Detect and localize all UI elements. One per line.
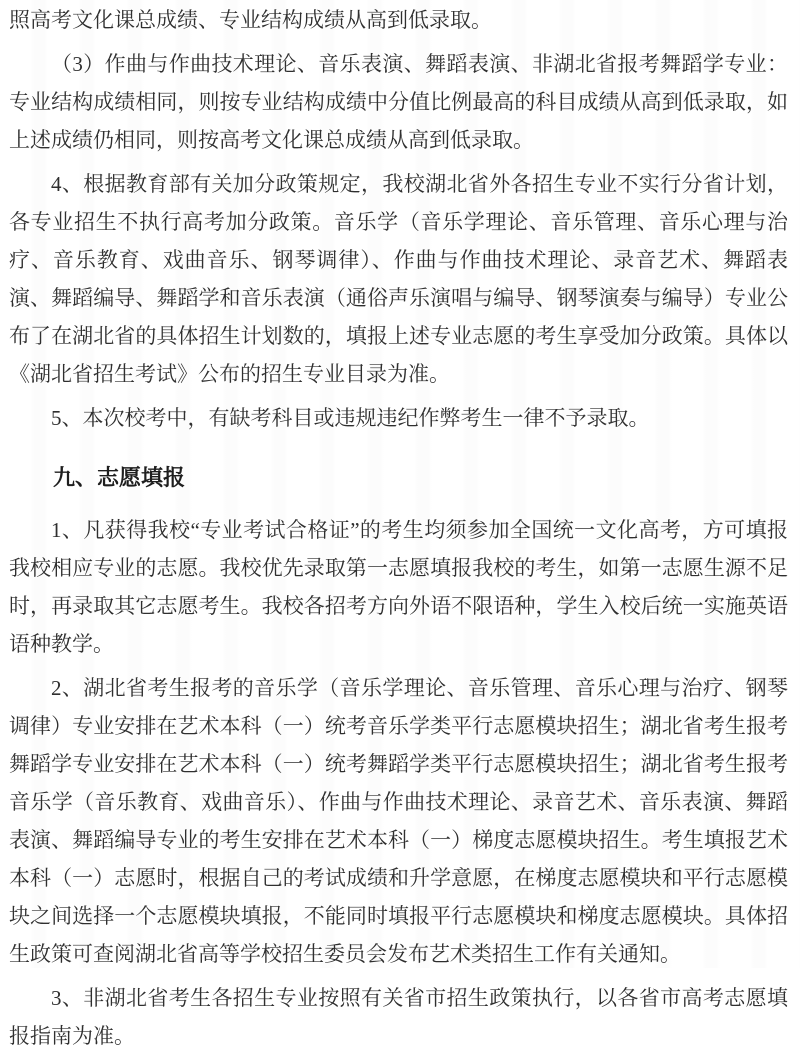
paragraph-section9-item-1: 1、凡获得我校“专业考试合格证”的考生均须参加全国统一文化高考，方可填报我校相应专业的志愿。我校优先录取第一志愿填报我校的考生，如第一志愿生源不足时，再录取其它志愿考生。我校各招考方向外语不限语种，学生入校后统一实施英语语种教学。 — [9, 518, 788, 656]
paragraph-section9-item-2: 2、湖北省考生报考的音乐学（音乐学理论、音乐管理、音乐心理与治疗、钢琴调律）专业安排在艺术本科（一）统考音乐学类平行志愿模块招生；湖北省考生报考舞蹈学专业安排在艺术本科（一）统考舞蹈学类平行志愿模块招生；湖北省考生报考音乐学（音乐教育、戏曲音乐）、作曲与作曲技术理论、录音艺术、音乐表演、舞蹈表演、舞蹈编导专业的考生安排在艺术本科（一）梯度志愿模块招生。考生填报艺术本科（一）志愿时，根据自己的考试成绩和升学意愿，在梯度志愿模块和平行志愿模块之间选择一个志愿模块填报，不能同时填报平行志愿模块和梯度志愿模块。具体招生政策可查阅湖北省高等学校招生委员会发布艺术类招生工作有关通知。 — [9, 676, 788, 966]
paragraph-item-3: （3）作曲与作曲技术理论、音乐表演、舞蹈表演、非湖北省报考舞蹈学专业：专业结构成绩相同，则按专业结构成绩中分值比例最高的科目成绩从高到低录取，如上述成绩仍相同，则按高考文化课总成绩从高到低录取。 — [9, 52, 788, 152]
paragraph-continuation: 照高考文化课总成绩、专业结构成绩从高到低录取。 — [9, 8, 492, 32]
paragraph-section9-item-3: 3、非湖北省考生各招生专业按照有关省市招生政策执行，以各省市高考志愿填报指南为准。 — [9, 986, 788, 1048]
paragraph-item-4: 4、根据教育部有关加分政策规定，我校湖北省外各招生专业不实行分省计划，各专业招生不执行高考加分政策。音乐学（音乐学理论、音乐管理、音乐心理与治疗、音乐教育、戏曲音乐、钢琴调律）、作曲与作曲技术理论、录音艺术、舞蹈表演、舞蹈编导、舞蹈学和音乐表演（通俗声乐演唱与编导、钢琴演奏与编导）专业公布了在湖北省的具体招生计划数的，填报上述专业志愿的考生享受加分政策。具体以《湖北省招生考试》公布的招生专业目录为准。 — [9, 172, 788, 386]
section-heading-volunteer-filing: 九、志愿填报 — [53, 465, 186, 490]
paragraph-item-5: 5、本次校考中，有缺考科目或违规违纪作弊考生一律不予录取。 — [51, 406, 650, 430]
